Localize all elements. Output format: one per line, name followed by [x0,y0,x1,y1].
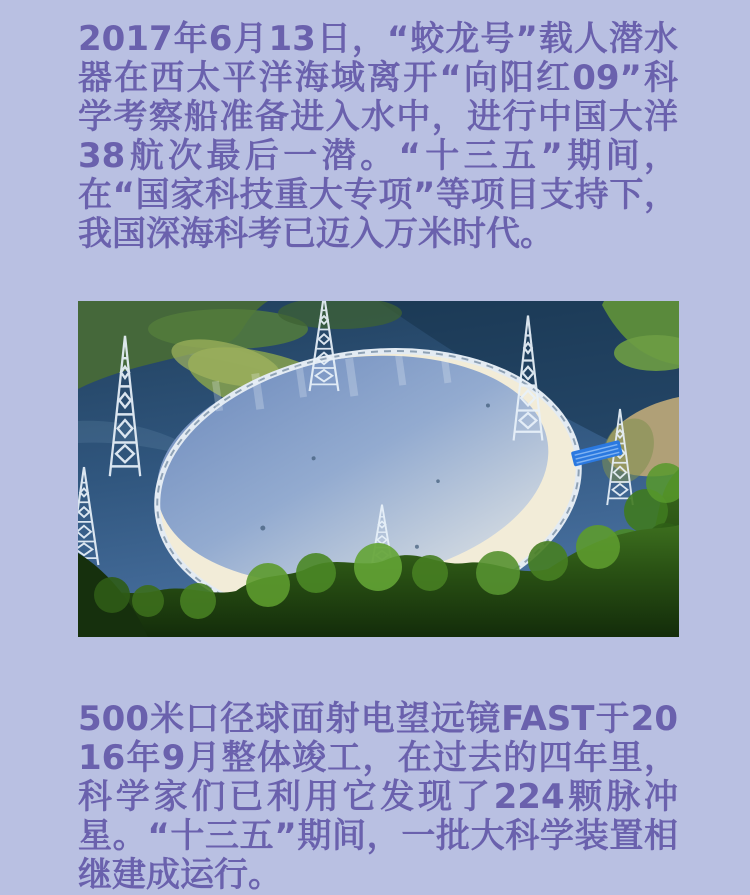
fast-photo-illustration [78,301,679,637]
fast-telescope-photo [78,301,679,637]
paragraph-bottom: 500米口径球面射电望远镜FAST于2016年9月整体竣工，在过去的四年里，科学家们已利用它发现了224颗脉冲星。“十三五”期间，一批大科学装置相继建成运行。 [78,699,678,895]
paragraph-top: 2017年6月13日，“蛟龙号”载人潜水器在西太平洋海域离开“向阳红09”科学考察船准备进入水中，进行中国大洋38航次最后一潜。“十三五”期间，在“国家科技重大专项”等项目支持下，我国深海科考已迈入万米时代。 [78,19,678,254]
